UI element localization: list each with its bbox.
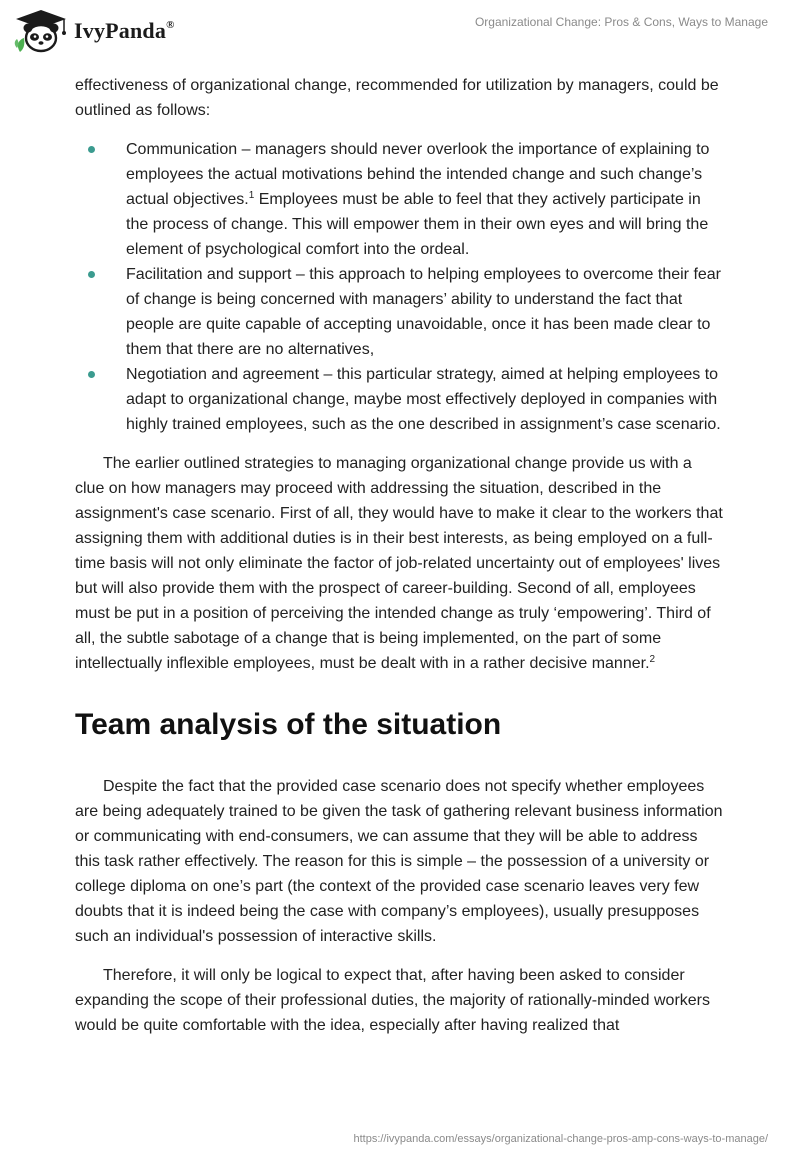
bullet-dot-icon (88, 371, 95, 378)
strategies-paragraph-text: The earlier outlined strategies to managing organizational change provide us with a clue on how managers may proceed with addressing the situation, described in the assignment's case scenario. First of all, they would have to make it clear to the workers that assigning them with additional duties is in their best interests, as being employed on a full-time basis will not only eliminate the factor of job-related uncertainty out of employees' lives but will also provide them with the prospect of career-building. Second of all, employees must be put in a position of perceiving the intended change as truly ‘empowering’. Third of all, the subtle sabotage of a change that is being implemented, on the part of some intellectually inflexible employees, must be dealt with in a rather decisive manner. (75, 455, 723, 672)
document-title: Organizational Change: Pros & Cons, Ways to Manage (474, 15, 768, 29)
list-item (75, 137, 725, 262)
team-paragraph-2: Therefore, it will only be logical to expect that, after having been asked to consider expanding the scope of their professional duties, the majority of rationally-minded workers would be quite comfortable with the idea, especially after having realized that (75, 967, 710, 1034)
registered-mark: ® (166, 19, 175, 31)
list-item-text: Negotiation and agreement – this particular strategy, aimed at helping employees to adapt to organizational change, maybe most effectively deployed in companies with highly trained employees, such as the one described in assignment’s case scenario. (126, 366, 721, 433)
section-heading: Team analysis of the situation (75, 708, 502, 741)
list-item (75, 362, 725, 437)
list-item-text: Facilitation and support – this approach to helping employees to overcome their fear of change is being concerned with managers’ ability to understand the fact that people are quite capable of accepting unavoidable, once it has been made clear to them that there are no alternatives, (126, 266, 722, 358)
page-header (0, 0, 800, 62)
lead-paragraph: effectiveness of organizational change, recommended for utilization by managers, could be outlined as follows: (75, 77, 719, 119)
list-item-text-cont: Employees must be able to feel that they actively participate in the process of change. This will empower them in their own eyes and will bring the element of psychological comfort into the ordeal. (126, 191, 709, 258)
article-body (75, 73, 725, 1038)
footnote-ref[interactable]: 2 (649, 654, 656, 665)
strategy-list (75, 137, 725, 437)
source-url[interactable]: https://ivypanda.com/essays/organizational-change-pros-amp-cons-ways-to-manage/ (353, 1133, 768, 1145)
team-paragraph-1: Despite the fact that the provided case scenario does not specify whether employees are being adequately trained to be given the task of gathering relevant business information or communicating with end-consumers, we can assume that they will be able to address this task rather effectively. The reason for this is simple – the possession of a university or college diploma on one’s part (the context of the provided case scenario leaves very few doubts that it is indeed being the case with company’s employees), usually presupposes such an individual's possession of interactive skills. (75, 778, 723, 945)
strategies-paragraph (75, 451, 725, 676)
panda-graduate-icon (14, 8, 68, 54)
list-item (75, 262, 725, 362)
bullet-dot-icon (88, 271, 95, 278)
bullet-dot-icon (88, 146, 95, 153)
list-item-text: Communication – managers should never overlook the importance of explaining to employees the actual motivations behind the intended change and such change’s actual objectives. (126, 141, 710, 208)
brand-name (74, 18, 175, 44)
footnote-ref[interactable]: 1 (248, 190, 255, 201)
brand-name-text: IvyPanda (74, 18, 167, 43)
brand-logo[interactable] (14, 8, 175, 54)
